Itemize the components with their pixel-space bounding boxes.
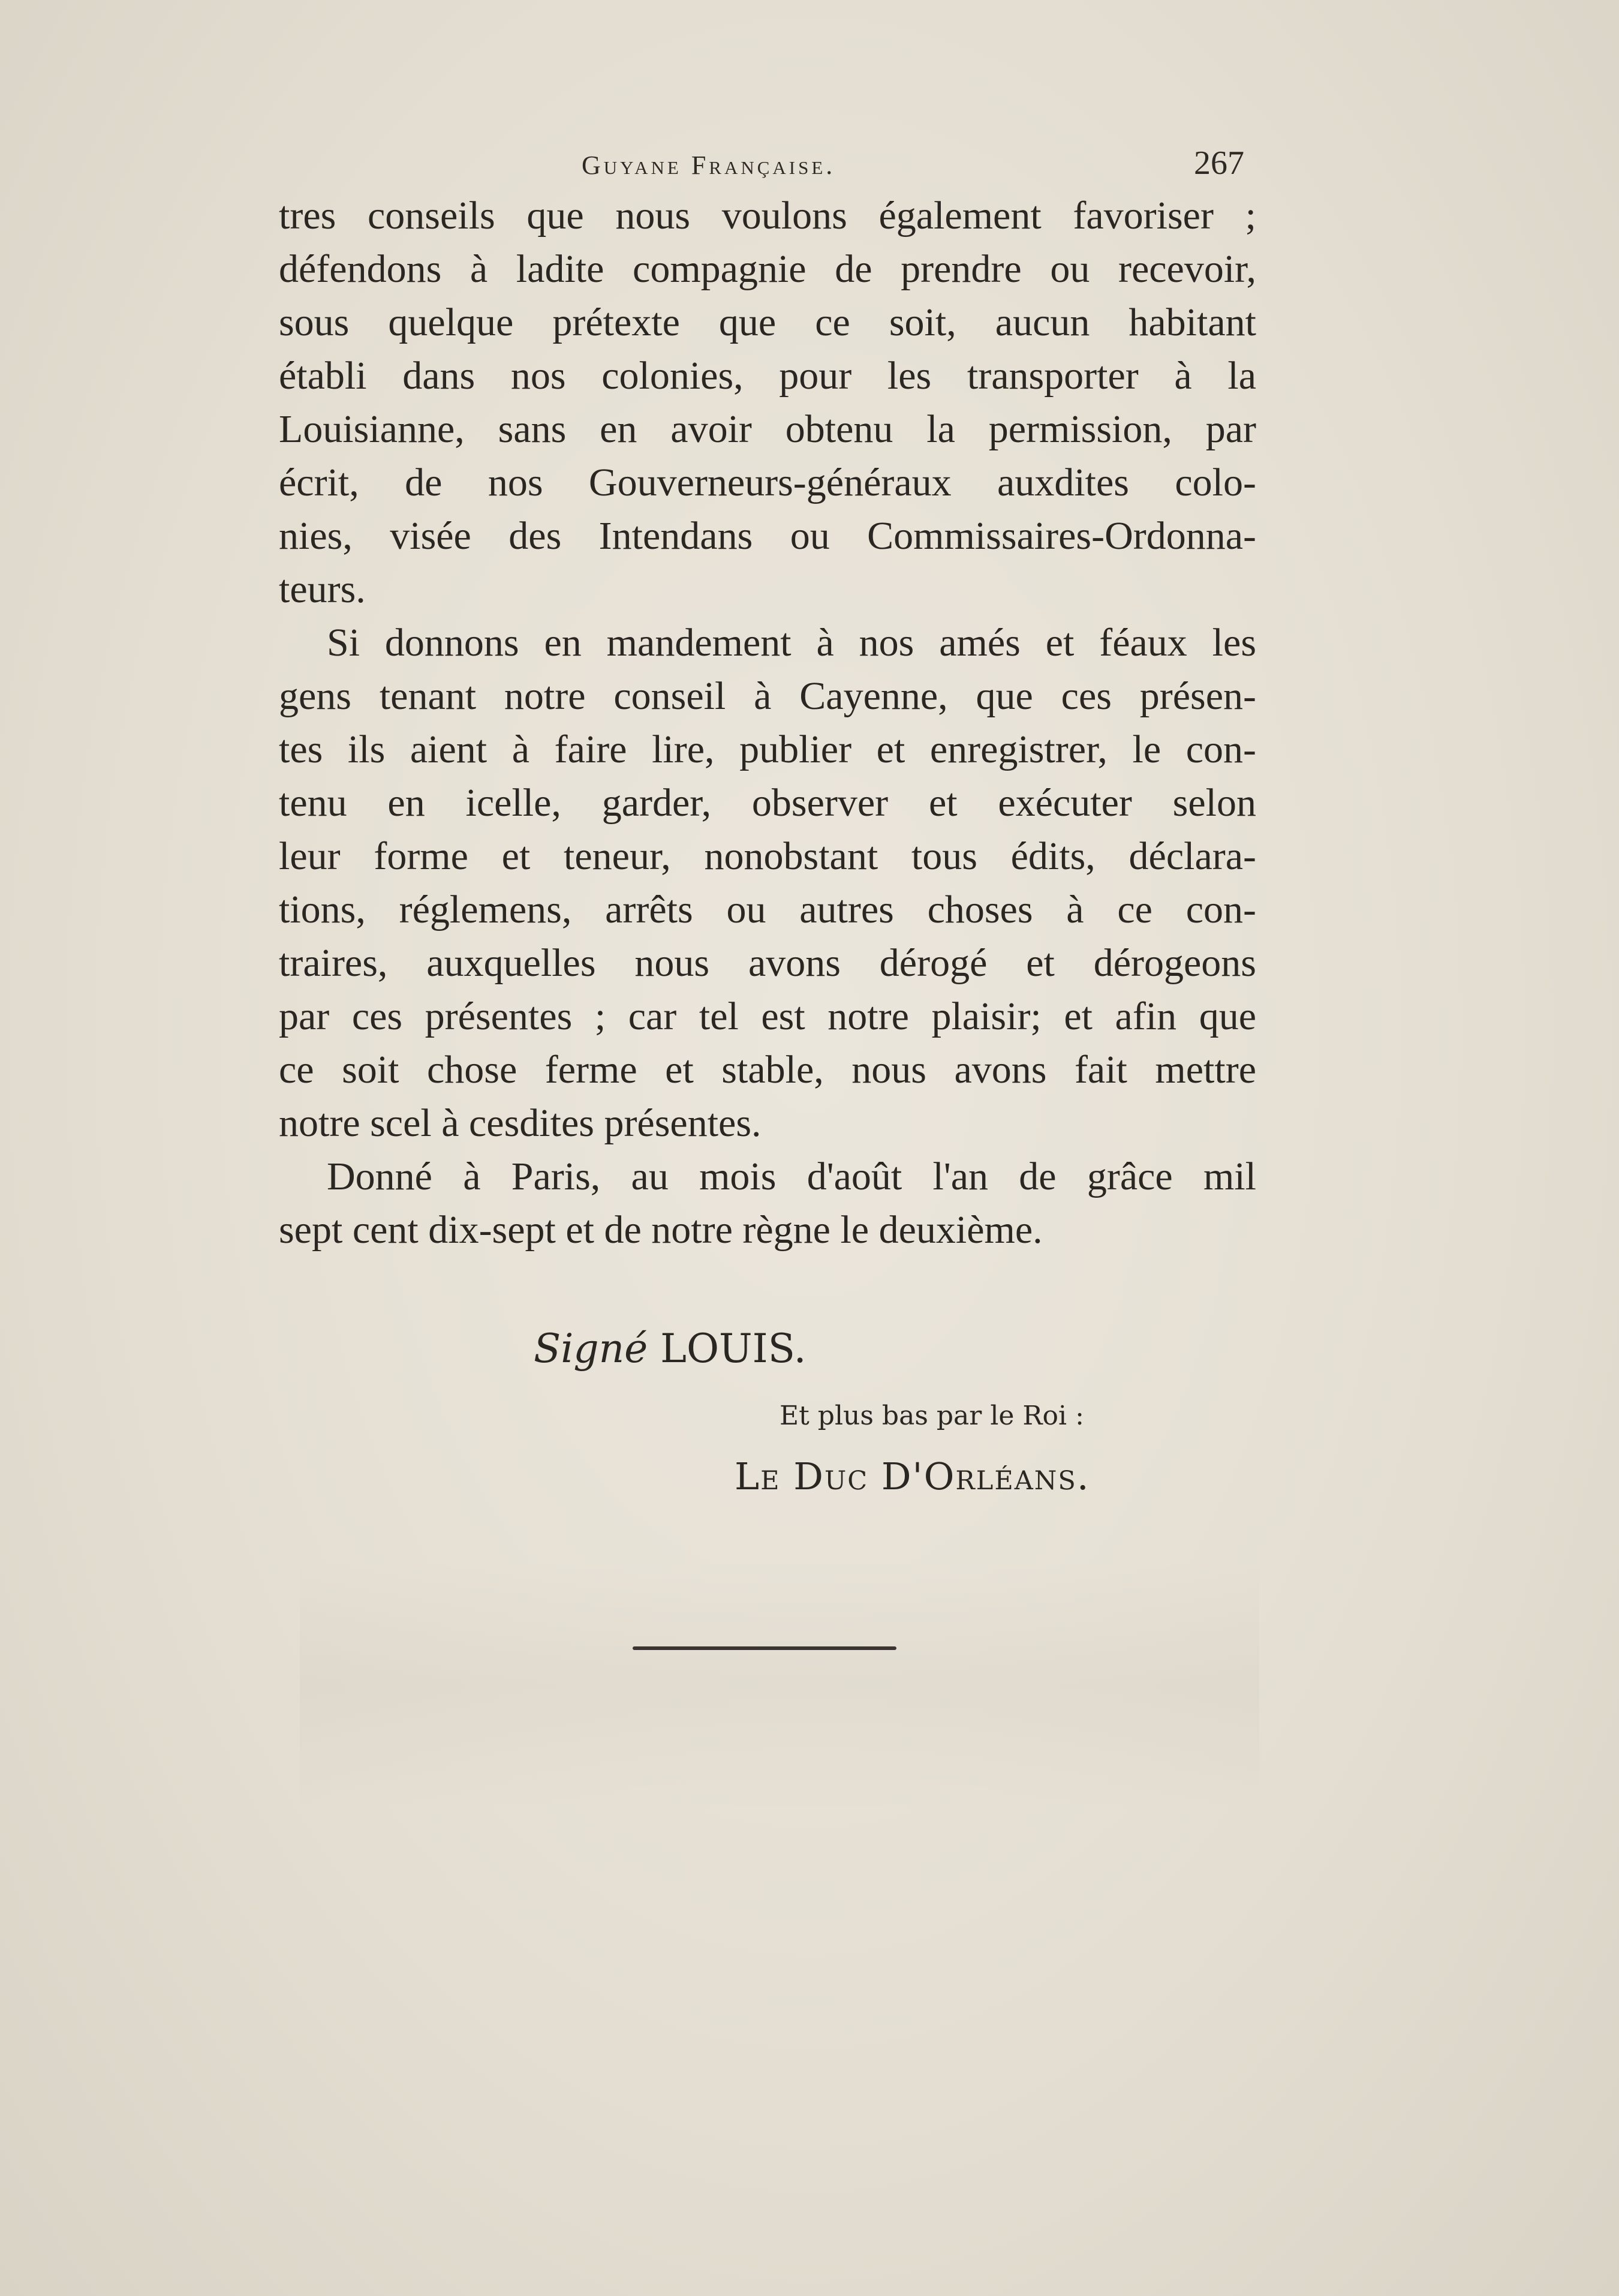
text-line: tes ils aient à faire lire, publier et enregistrer, le con- (279, 728, 1256, 771)
body-text (279, 189, 1256, 1257)
text-line: par ces présentes ; car tel est notre plaisir; et afin que (279, 994, 1256, 1038)
text-line: gens tenant notre conseil à Cayenne, que ces présen- (279, 674, 1256, 718)
page-number: 267 (1194, 145, 1244, 182)
text-line: nies, visée des Intendans ou Commissaires-Ordonna- (279, 514, 1256, 558)
text-line: tres conseils que nous voulons également favoriser ; (279, 194, 1256, 238)
text-line: écrit, de nos Gouverneurs-généraux auxdites colo- (279, 461, 1256, 504)
text-line: teurs. (279, 567, 366, 611)
text-line: sous quelque prétexte que ce soit, aucun habitant (279, 300, 1256, 344)
text-line: traires, auxquelles nous avons dérogé et dérogeons (279, 941, 1256, 985)
signature-line (534, 1326, 807, 1372)
text-line: ce soit chose ferme et stable, nous avons fait mettre (279, 1048, 1256, 1092)
text-line: notre scel à cesdites présentes. (279, 1101, 762, 1145)
text-line: Louisianne, sans en avoir obtenu la permission, par (279, 407, 1256, 451)
text-line: tions, réglemens, arrêts ou autres choses à ce con- (279, 888, 1256, 931)
show-through-shadow (300, 1559, 1259, 1811)
signed-prefix: Signé (534, 1326, 648, 1372)
signed-name: LOUIS. (660, 1326, 807, 1372)
countersign-line: Le Duc D'Orléans. (735, 1454, 1090, 1498)
by-the-king-line: Et plus bas par le Roi : (780, 1401, 1084, 1431)
text-line: tenu en icelle, garder, observer et exécuter selon (279, 781, 1256, 825)
text-line: Si donnons en mandement à nos amés et féaux les (327, 621, 1256, 665)
text-line: sept cent dix-sept et de notre règne le deuxième. (279, 1208, 1043, 1252)
running-title: Guyane Française. (582, 151, 836, 180)
end-rule-divider (633, 1646, 896, 1650)
text-line: Donné à Paris, au mois d'août l'an de grâce mil (327, 1155, 1256, 1198)
text-line: défendons à ladite compagnie de prendre ou recevoir, (279, 247, 1256, 291)
text-line: établi dans nos colonies, pour les transporter à la (279, 354, 1256, 398)
page-header (279, 144, 1256, 192)
text-line: leur forme et teneur, nonobstant tous édits, déclara- (279, 834, 1256, 878)
